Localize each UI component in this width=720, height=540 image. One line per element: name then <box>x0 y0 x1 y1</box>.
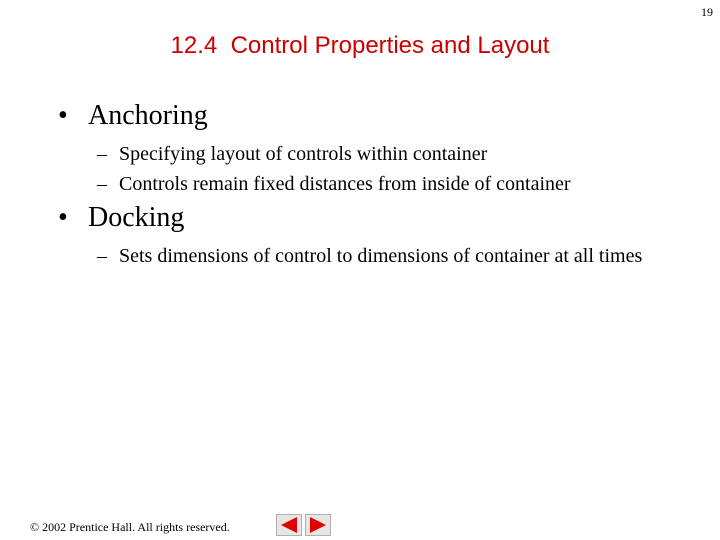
slide-title: 12.4 Control Properties and Layout <box>170 32 550 59</box>
bullet-text: Docking <box>88 202 185 233</box>
sub-item <box>97 170 657 198</box>
sub-item-text: Sets dimensions of control to dimensions of container at all times <box>119 245 643 267</box>
sub-item-text: Controls remain fixed distances from inside of container <box>119 173 571 195</box>
sub-item <box>97 242 657 270</box>
page-number: 19 <box>701 5 713 19</box>
next-slide-button[interactable] <box>305 514 331 536</box>
sub-bullet-symbol: – <box>97 173 107 195</box>
sub-bullet-symbol: – <box>97 143 107 165</box>
prev-slide-button[interactable] <box>276 514 302 536</box>
sub-bullet-symbol: – <box>97 245 107 267</box>
right-arrow-icon <box>308 517 328 533</box>
bullet-symbol: • <box>58 202 68 233</box>
left-arrow-icon <box>279 517 299 533</box>
sub-item <box>97 140 657 168</box>
copyright-footer: © 2002 Prentice Hall. All rights reserved. <box>30 520 230 534</box>
slide-navigation <box>276 514 331 536</box>
bullet-symbol: • <box>58 100 68 131</box>
sub-item-text: Specifying layout of controls within container <box>119 143 488 165</box>
bullet-item-anchoring <box>58 100 208 132</box>
bullet-item-docking <box>58 202 184 234</box>
bullet-text: Anchoring <box>88 100 208 131</box>
